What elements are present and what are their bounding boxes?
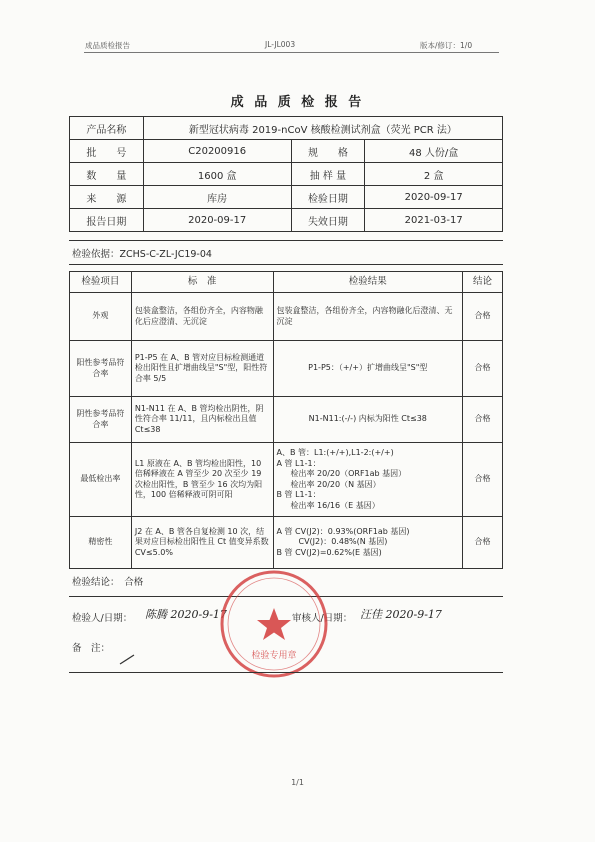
result-cell: N1-N11:(-/-) 内标为阳性 Ct≤38: [273, 397, 463, 443]
divider: [69, 264, 503, 265]
info-row: [70, 140, 503, 163]
col-header-result: 检验结果: [273, 272, 463, 293]
result-cell: [273, 443, 463, 517]
source-label: 来 源: [70, 186, 144, 209]
report-date-label: 报告日期: [70, 209, 144, 232]
company-seal-stamp: [218, 568, 330, 680]
result-line: 检出率 20/20（N 基因）: [290, 479, 381, 489]
spec-label: 规 格: [291, 140, 365, 163]
conclusion-cell: 合格: [463, 341, 503, 397]
standard-cell: J2 在 A、B 管各自复检测 10 次，结果对应目标检出阳性且 Ct 值变异系数 CV≤5.0%: [131, 517, 273, 569]
table-row: [70, 517, 503, 569]
table-row: [70, 293, 503, 341]
header-doc-code: JL-JL003: [265, 40, 296, 49]
col-header-standard: 标 准: [131, 272, 273, 293]
item-cell: 外观: [70, 293, 132, 341]
conclusion-cell: 合格: [463, 293, 503, 341]
info-row: [70, 209, 503, 232]
result-line: B 管 L1-1：: [276, 490, 321, 499]
standard-cell: N1-N11 在 A、B 管均检出阴性，阴性符合率 11/11，且内标检出且值 Ct≤38: [131, 397, 273, 443]
standard-cell: P1-P5 在 A、B 管对应目标检测通道检出阳性且扩增曲线呈"S"型，阳性符合率 5/5: [131, 341, 273, 397]
result-cell: P1-P5：（+/+）扩增曲线呈"S"型: [273, 341, 463, 397]
item-cell: 最低检出率: [70, 443, 132, 517]
reviewer-label: 审核人/日期：: [292, 613, 353, 624]
col-header-item: 检验项目: [70, 272, 132, 293]
report-date-value: 2020-09-17: [143, 209, 291, 232]
conclusion-cell: 合格: [463, 397, 503, 443]
inspect-date-label: 检验日期: [291, 186, 365, 209]
divider: [69, 240, 503, 241]
result-cell: 包装盒整洁，各组份齐全，内容物融化后澄清、无沉淀: [273, 293, 463, 341]
results-header-row: [70, 272, 503, 293]
product-name: 新型冠状病毒 2019-nCoV 核酸检测试剂盒（荧光 PCR 法）: [143, 117, 502, 140]
reviewer-signature: 汪佳 2020-9-17: [360, 608, 442, 621]
result-cell: [273, 517, 463, 569]
quantity-label: 数 量: [70, 163, 144, 186]
result-line: 检出率 16/16（E 基因）: [290, 500, 380, 510]
header-divider: [84, 52, 499, 53]
source-value: 库房: [143, 186, 291, 209]
inspection-conclusion: 检验结论： 合格: [72, 577, 144, 588]
star-icon: [257, 608, 291, 640]
result-line: A、B 管：L1:(+/+),L1-2:(+/+): [276, 448, 394, 457]
conclusion-cell: 合格: [463, 443, 503, 517]
inspection-basis: 检验依据：ZCHS-C-ZL-JC19-04: [72, 249, 212, 260]
remark-label: 备 注：: [72, 643, 111, 654]
product-name-label: 产品名称: [70, 117, 144, 140]
stamp-text: 检验专用章: [251, 651, 297, 661]
report-title: 成 品 质 检 报 告: [230, 95, 365, 110]
table-row: [70, 443, 503, 517]
sample-label: 抽 样 量: [291, 163, 365, 186]
batch-label: 批 号: [70, 140, 144, 163]
inspector-label: 检验人/日期：: [72, 613, 133, 624]
item-cell: 精密性: [70, 517, 132, 569]
remark-dash-mark: [118, 652, 138, 666]
standard-cell: 包装盒整洁，各组份齐全，内容物融化后应澄清、无沉淀: [131, 293, 273, 341]
standard-cell: L1 原液在 A、B 管均检出阳性，10 倍稀释液在 A 管至少 20 次至少 19 次检出阳性，B 管至少 16 次均为阳性，100 倍稀释液可阴可阳: [131, 443, 273, 517]
header-version: 版本/修订：1/0: [420, 41, 473, 50]
batch-value: C20200916: [143, 140, 291, 163]
page-header: [85, 40, 500, 52]
table-row: [70, 341, 503, 397]
spec-value: 48 人份/盒: [365, 140, 503, 163]
item-cell: 阳性参考品符合率: [70, 341, 132, 397]
quantity-value: 1600 盒: [143, 163, 291, 186]
expire-date-label: 失效日期: [291, 209, 365, 232]
info-row: [70, 186, 503, 209]
result-line: A 管 CV(J2)：0.93%(ORF1ab 基因): [276, 526, 410, 536]
result-line: B 管 CV(J2)=0.62%(E 基因): [276, 547, 382, 557]
info-row: [70, 117, 503, 140]
result-line: A 管 L1-1：: [276, 458, 321, 468]
sample-value: 2 盒: [365, 163, 503, 186]
inspector-signature: 陈腾 2020-9-17: [145, 608, 227, 621]
info-row: [70, 163, 503, 186]
expire-date-value: 2021-03-17: [365, 209, 503, 232]
conclusion-cell: 合格: [463, 517, 503, 569]
page-number: 1/1: [291, 778, 304, 787]
inspect-date-value: 2020-09-17: [365, 186, 503, 209]
divider: [69, 672, 503, 673]
table-row: [70, 397, 503, 443]
header-left: 成品质检报告: [85, 41, 130, 50]
item-cell: 阴性参考品符合率: [70, 397, 132, 443]
result-line: 检出率 20/20（ORF1ab 基因）: [290, 469, 407, 478]
result-line: CV(J2)：0.48%(N 基因): [298, 537, 388, 547]
results-table: [69, 271, 503, 569]
product-info-table: [69, 116, 503, 232]
col-header-conclusion: 结论: [463, 272, 503, 293]
